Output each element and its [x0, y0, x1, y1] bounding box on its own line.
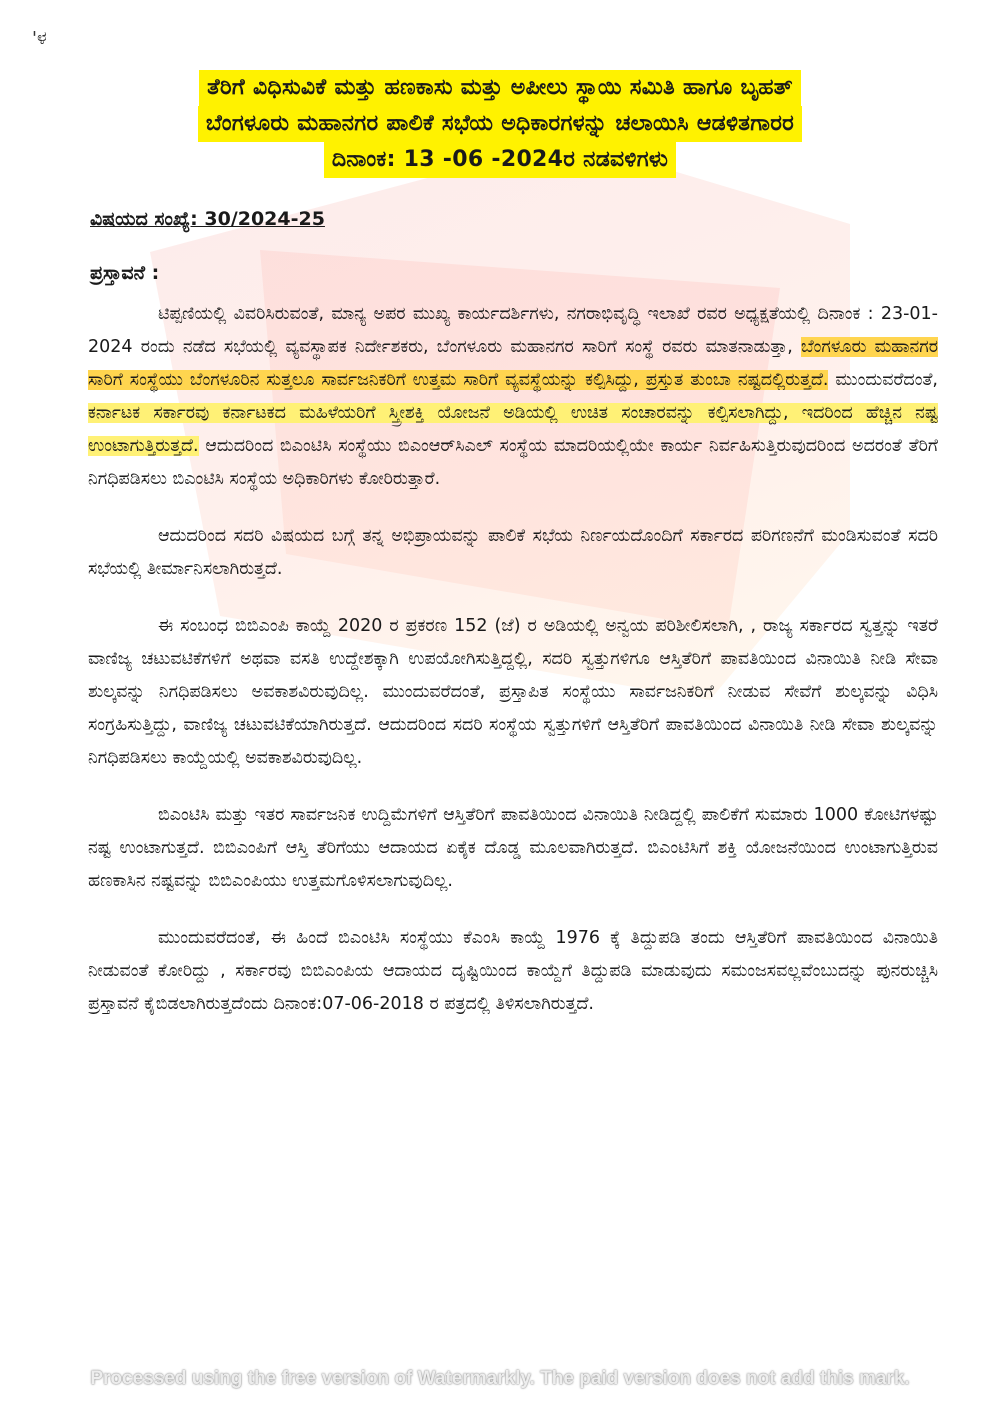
paragraph-3: ಈ ಸಂಬಂಧ ಬಿಬಿಎಂಪಿ ಕಾಯ್ದೆ 2020 ರ ಪ್ರಕರಣ 152 (ಜೆ) ರ ಅಡಿಯಲ್ಲಿ ಅನ್ವಯ ಪರಿಶೀಲಿಸಲಾಗಿ, , ರಾಜ್ಯ ಸರ್ಕಾರದ ಸ್ವತ್ತನ್ನು ಇತರೆ ವಾಣಿಜ್ಯ ಚಟುವಟಿಕೆಗಳಿಗೆ ಅಥವಾ ವಸತಿ ಉದ್ದೇಶಕ್ಕಾಗಿ ಉಪಯೋಗಿಸುತ್ತಿದ್ದಲ್ಲಿ, ಸದರಿ ಸ್ವತ್ತುಗಳಿಗೂ ಆಸ್ತಿತೆರಿಗೆ ಪಾವತಿಯಿಂದ ವಿನಾಯಿತಿ ನೀಡಿ ಸೇವಾ ಶುಲ್ಕವನ್ನು ನಿಗಧಿಪಡಿಸಲು ಅವಕಾಶವಿರುವುದಿಲ್ಲ. ಮುಂದುವರೆದಂತೆ, ಪ್ರಸ್ತಾಪಿತ ಸಂಸ್ಥೆಯು ಸಾರ್ವಜನಿಕರಿಗೆ ನೀಡುವ ಸೇವೆಗೆ ಶುಲ್ಕವನ್ನು ವಿಧಿಸಿ ಸಂಗ್ರಹಿಸುತ್ತಿದ್ದು, ವಾಣಿಜ್ಯ ಚಟುವಟಿಕೆಯಾಗಿರುತ್ತದೆ. ಆದುದರಿಂದ ಸದರಿ ಸಂಸ್ಥೆಯ ಸ್ವತ್ತುಗಳಿಗೆ ಆಸ್ತಿತೆರಿಗೆ ಪಾವತಿಯಿಂದ ವಿನಾಯಿತಿ ನೀಡಿ ಸೇವಾ ಶುಲ್ಕವನ್ನು ನಿಗಧಿಪಡಿಸಲು ಕಾಯ್ದೆಯಲ್ಲಿ ಅವಕಾಶವಿರುವುದಿಲ್ಲ. — [88, 616, 938, 768]
title-line-2: ಬೆಂಗಳೂರು ಮಹಾನಗರ ಪಾಲಿಕೆ ಸಭೆಯ ಅಧಿಕಾರಗಳನ್ನು ಚಲಾಯಿಸಿ ಆಡಳಿತಗಾರರ — [198, 106, 802, 142]
title-line-1: ತೆರಿಗೆ ವಿಧಿಸುವಿಕೆ ಮತ್ತು ಹಣಕಾಸು ಮತ್ತು ಅಪೀಲು ಸ್ಥಾಯಿ ಸಮಿತಿ ಹಾಗೂ ಬೃಹತ್ — [199, 70, 801, 106]
document-title — [130, 70, 870, 178]
document-body — [88, 298, 938, 1045]
highlight-shakti-scheme: ಕರ್ನಾಟಕ ಸರ್ಕಾರವು ಕರ್ನಾಟಕದ ಮಹಿಳೆಯರಿಗೆ ಸ್ತ್ರೀಶಕ್ತಿ ಯೋಜನೆ ಅಡಿಯಲ್ಲಿ ಉಚಿತ ಸಂಚಾರವನ್ನು ಕಲ್ಪಿಸಲಾಗಿದ್ದು, ಇದರಿಂದ ಹೆಚ್ಚಿನ ನಷ್ಟ ಉಂಟಾಗುತ್ತಿರುತ್ತದೆ. — [88, 403, 938, 456]
paragraph-1-text-c: ಆದುದರಿಂದ ಬಿಎಂಟಿಸಿ ಸಂಸ್ಥೆಯು ಬಿಎಂಆರ್‌ಸಿಎಲ್ ಸಂಸ್ಥೆಯ ಮಾದರಿಯಲ್ಲಿಯೇ ಕಾರ್ಯ ನಿರ್ವಹಿಸುತ್ತಿರುವುದರಿಂದ ಅದರಂತೆ ತೆರಿಗೆ ನಿಗಧಿಪಡಿಸಲು ಬಿಎಂಟಿಸಿ ಸಂಸ್ಥೆಯ ಅಧಿಕಾರಿಗಳು ಕೋರಿರುತ್ತಾರೆ. — [88, 436, 938, 489]
paragraph-1-text-b: ಮುಂದುವರೆದಂತೆ, — [828, 370, 938, 390]
intro-label: ಪ್ರಸ್ತಾವನೆ : — [90, 262, 160, 284]
paragraph-1-text-a: ಟಿಪ್ಪಣಿಯಲ್ಲಿ ವಿವರಿಸಿರುವಂತೆ, ಮಾನ್ಯ ಅಪರ ಮುಖ್ಯ ಕಾರ್ಯದರ್ಶಿಗಳು, ನಗರಾಭಿವೃದ್ಧಿ ಇಲಾಖೆ ರವರ ಅಧ್ಯಕ್ಷತೆಯಲ್ಲಿ ದಿನಾಂಕ : 23-01-2024 ರಂದು ನಡೆದ ಸಭೆಯಲ್ಲಿ ವ್ಯವಸ್ಥಾಪಕ ನಿರ್ದೇಶಕರು, ಬೆಂಗಳೂರು ಮಹಾನಗರ ಸಾರಿಗೆ ಸಂಸ್ಥೆ ರವರು ಮಾತನಾಡುತ್ತಾ, — [88, 304, 938, 357]
paragraph-4: ಬಿಎಂಟಿಸಿ ಮತ್ತು ಇತರ ಸಾರ್ವಜನಿಕ ಉದ್ದಿಮೆಗಳಿಗೆ ಆಸ್ತಿತೆರಿಗೆ ಪಾವತಿಯಿಂದ ವಿನಾಯಿತಿ ನೀಡಿದ್ದಲ್ಲಿ ಪಾಲಿಕೆಗೆ ಸುಮಾರು 1000 ಕೋಟಿಗಳಷ್ಟು ನಷ್ಟ ಉಂಟಾಗುತ್ತದೆ. ಬಿಬಿಎಂಪಿಗೆ ಆಸ್ತಿ ತೆರಿಗೆಯು ಆದಾಯದ ಏಕೈಕ ದೊಡ್ಡ ಮೂಲವಾಗಿರುತ್ತದೆ. ಬಿಎಂಟಿಸಿಗೆ ಶಕ್ತಿ ಯೋಜನೆಯಿಂದ ಉಂಟಾಗುತ್ತಿರುವ ಹಣಕಾಸಿನ ನಷ್ಟವನ್ನು ಬಿಬಿಎಂಪಿಯು ಉತ್ತಮಗೊಳಿಸಲಾಗುವುದಿಲ್ಲ. — [88, 805, 938, 891]
watermarkly-notice: Processed using the free version of Watermarkly. The paid version does not add this mark. — [90, 1368, 910, 1389]
subject-number: ವಿಷಯದ ಸಂಖ್ಯೆ: 30/2024-25 — [90, 208, 325, 230]
paragraph-5: ಮುಂದುವರೆದಂತೆ, ಈ ಹಿಂದೆ ಬಿಎಂಟಿಸಿ ಸಂಸ್ಥೆಯು ಕೆಎಂಸಿ ಕಾಯ್ದೆ 1976 ಕ್ಕೆ ತಿದ್ದುಪಡಿ ತಂದು ಆಸ್ತಿತೆರಿಗೆ ಪಾವತಿಯಿಂದ ವಿನಾಯಿತಿ ನೀಡುವಂತೆ ಕೋರಿದ್ದು , ಸರ್ಕಾರವು ಬಿಬಿಎಂಪಿಯ ಆದಾಯದ ದೃಷ್ಟಿಯಿಂದ ಕಾಯ್ದೆಗೆ ತಿದ್ದುಪಡಿ ಮಾಡುವುದು ಸಮಂಜಸವಲ್ಲವೆಂಬುದನ್ನು ಪುನರುಚ್ಚಿಸಿ ಪ್ರಸ್ತಾವನೆ ಕೈಬಿಡಲಾಗಿರುತ್ತದೆಂದು ದಿನಾಂಕ:07-06-2018 ರ ಪತ್ರದಲ್ಲಿ ತಿಳಿಸಲಾಗಿರುತ್ತದೆ. — [88, 928, 938, 1014]
corner-mark: 'ಳ — [32, 28, 47, 49]
highlight-bmtc-loss: ಬೆಂಗಳೂರು ಮಹಾನಗರ ಸಾರಿಗೆ ಸಂಸ್ಥೆಯು ಬೆಂಗಳೂರಿನ ಸುತ್ತಲೂ ಸಾರ್ವಜನಿಕರಿಗೆ ಉತ್ತಮ ಸಾರಿಗೆ ವ್ಯವಸ್ಥೆಯನ್ನು ಕಲ್ಪಿಸಿದ್ದು, ಪ್ರಸ್ತುತ ತುಂಬಾ ನಷ್ಟದಲ್ಲಿರುತ್ತದೆ. — [88, 337, 939, 390]
title-line-3: ದಿನಾಂಕ: 13 -06 -2024ರ ನಡವಳಿಗಳು — [324, 142, 676, 178]
paragraph-2: ಆದುದರಿಂದ ಸದರಿ ವಿಷಯದ ಬಗ್ಗೆ ತನ್ನ ಅಭಿಪ್ರಾಯವನ್ನು ಪಾಲಿಕೆ ಸಭೆಯ ನಿರ್ಣಯದೊಂದಿಗೆ ಸರ್ಕಾರದ ಪರಿಗಣನೆಗೆ ಮಂಡಿಸುವಂತೆ ಸದರಿ ಸಭೆಯಲ್ಲಿ ತೀರ್ಮಾನಿಸಲಾಗಿರುತ್ತದೆ. — [88, 526, 938, 579]
paragraph-1 — [88, 298, 938, 496]
